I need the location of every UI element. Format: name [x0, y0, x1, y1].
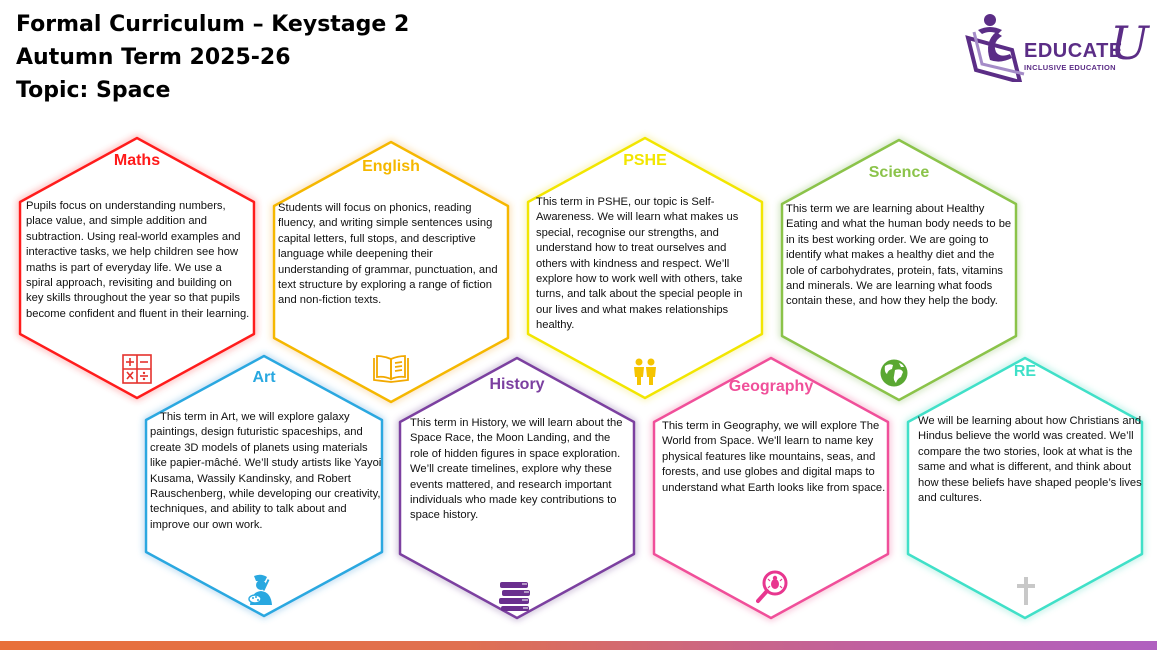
card-re	[906, 356, 1144, 620]
card-re-text: We will be learning about how Christians and Hindus believe the world was created. We’ll compare the two stories, look at what is the same and what is different, and think about how these beliefs have shaped people’s lives and cultures.	[918, 415, 1142, 505]
card-history	[398, 356, 636, 620]
card-geography-text: This term in Geography, we will explore The World from Space. We'll learn to name key physical features like mountains, seas, and forests, and use globes and digital maps to understand what Earth looks like from space.	[662, 420, 886, 494]
logo-tagline: INCLUSIVE EDUCATION	[1024, 63, 1116, 72]
card-art-text: This term in Art, we will explore galaxy paintings, design futuristic spaceships, and create 3D models of planets using materials like papier-mâché. We’ll study artists like Yayoi Kusama, Wassily Kandinsky, and Robert Rauschenberg, while developing our creativity, techniques, and ability to talk about and improve our own work.	[150, 411, 382, 531]
card-geography	[652, 356, 890, 620]
card-science-title: Science	[868, 164, 930, 181]
card-pshe-title: PSHE	[623, 152, 667, 169]
title-term: Autumn Term 2025-26	[16, 45, 291, 70]
footer-gradient-bar	[0, 641, 1157, 650]
card-pshe-text: This term in PSHE, our topic is Self-Awareness. We will learn what makes us special, recognise our strengths, and understand how to treat ourselves and others with kindness and respect. We’ll explore how to work well with others, take turns, and talk about the special people in our lives and what makes relationships healthy.	[536, 196, 743, 332]
card-re-title: RE	[1013, 363, 1037, 380]
card-history-text: This term in History, we will learn about the Space Race, the Moon Landing, and the role of hidden figures in space exploration. We’ll create timelines, explore why these events mattered, and research important individuals who made key contributions to space history.	[410, 417, 623, 522]
magnifier-bug-icon	[756, 570, 788, 609]
card-science-text: This term we are learning about Healthy Eating and what the human body needs to be in its best working order. We are going to identify what makes a healthy diet and the role of carbohydrates, protein, fats, vitamins and minerals. We are learning what foods contain these, and how they help the body.	[786, 203, 1012, 308]
card-maths-title: Maths	[113, 152, 161, 169]
card-art	[144, 354, 384, 618]
card-english-text: Students will focus on phonics, reading fluency, and writing simple sentences using capital letters, full stops, and descriptive language while deepening their understanding of grammar, punctuation, and text structure by exploring a range of fiction and non-fiction texts.	[278, 202, 498, 307]
card-history-title: History	[489, 376, 545, 393]
title-topic: Topic: Space	[16, 78, 171, 103]
card-maths-text: Pupils focus on understanding numbers, place value, and simple addition and subtraction. Using real-world examples and interactive tasks, we help children see how maths is part of everyday life. We use a spiral approach, revisiting and building on key skills throughout the year so that pupils become confident and fluent in their learning.	[26, 200, 250, 320]
artist-icon	[246, 574, 276, 611]
title-curriculum: Formal Curriculum – Keystage 2	[16, 12, 410, 37]
logo-letter: U	[1110, 16, 1149, 70]
books-stack-icon	[498, 580, 532, 617]
card-art-title: Art	[252, 369, 276, 386]
logo-name: EDUCATE	[1024, 40, 1123, 62]
cross-icon	[1015, 576, 1037, 611]
card-geography-title: Geography	[728, 378, 814, 395]
card-english-title: English	[362, 158, 420, 175]
